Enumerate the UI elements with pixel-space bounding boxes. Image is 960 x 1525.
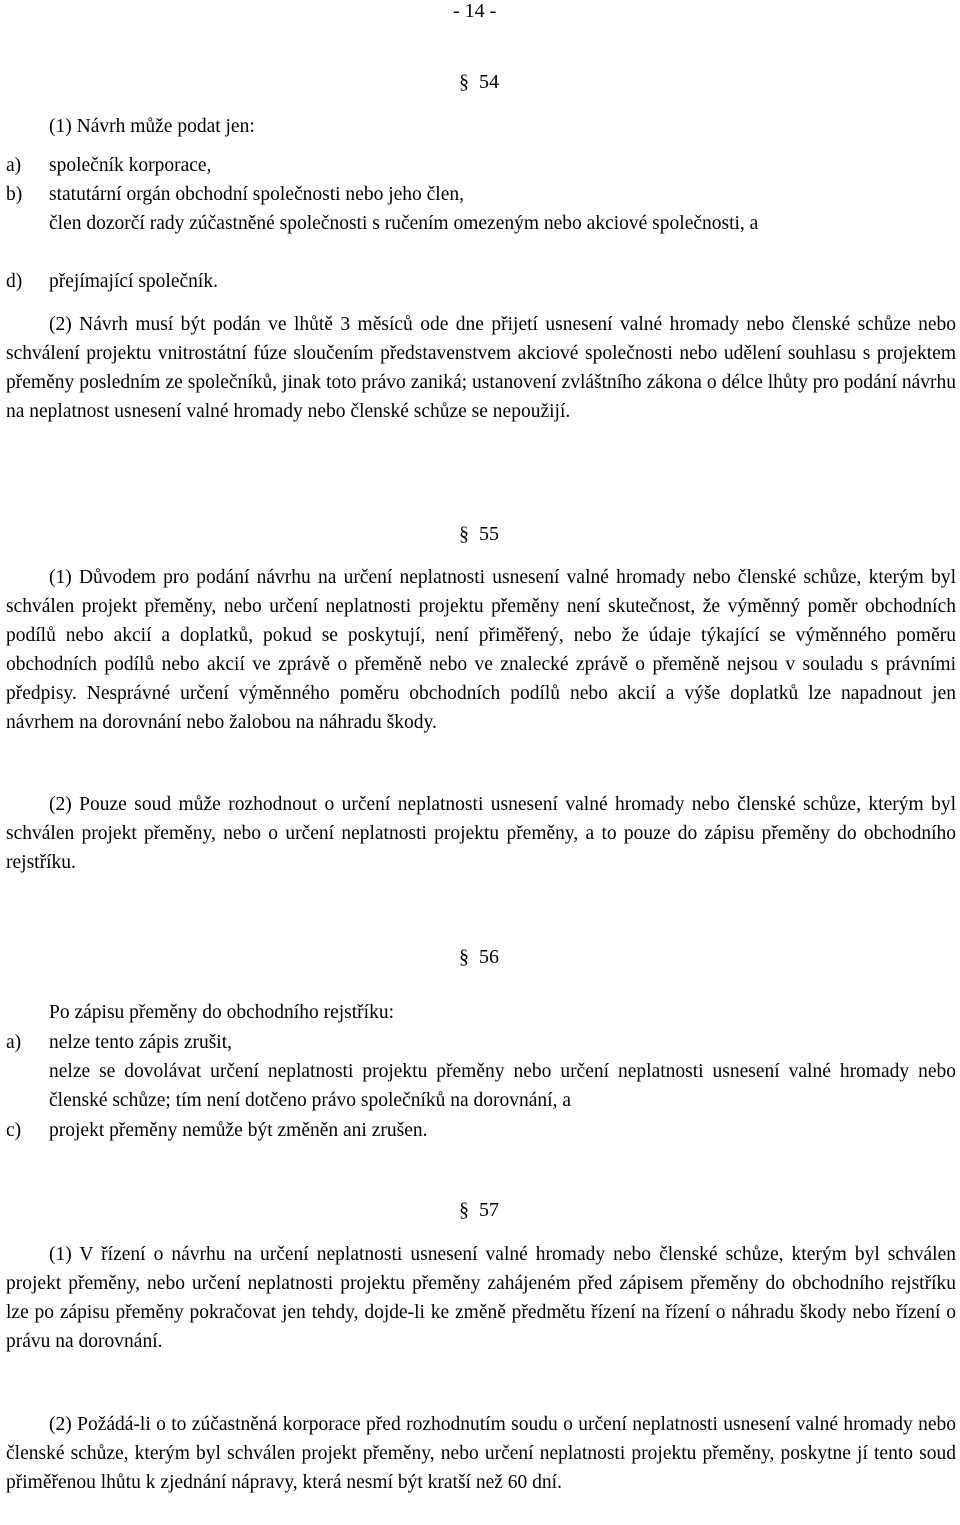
item-label: a): [6, 155, 22, 176]
s55-paragraph-1: [6, 563, 956, 737]
item-label: [6, 209, 49, 238]
paragraph-text: (2) Pouze soud může rozhodnout o určení neplatnosti usnesení valné hromady nebo členské schůze, kterým byl schválen projekt přeměny, nebo o určení neplatnosti projektu přeměny, a to pouze do zápisu přeměny do obchodního rejstříku.: [6, 794, 956, 873]
s55-paragraph-2: [6, 790, 956, 877]
s57-paragraph-1: [6, 1240, 956, 1356]
s54-item-d: [6, 267, 218, 296]
item-text: člen dozorčí rady zúčastněné společnosti s ručením omezeným nebo akciové společnosti, a: [49, 213, 759, 234]
item-text: nelze se dovolávat určení neplatnosti projektu přeměny nebo určení neplatnosti usnesení valné hromady nebo členské schůze; tím není dotčeno právo společníků na dorovnání, a: [49, 1061, 956, 1111]
s56-item-c: [6, 1116, 427, 1145]
section-symbol: §: [459, 523, 469, 545]
item-text: statutární orgán obchodní společnosti nebo jeho člen,: [49, 184, 465, 205]
paragraph-text: (1) V řízení o návrhu na určení neplatnosti usnesení valné hromady nebo členské schůze, kterým byl schválen projekt přeměny, nebo určení neplatnosti projektu přeměny zahájeném před zápisem přeměny do obchodního rejstříku lze po zápisu přeměny pokračovat jen tehdy, dojde-li ke změně předmětu řízení na řízení o náhradu škody nebo řízení o právu na dorovnání.: [6, 1244, 956, 1352]
item-text: projekt přeměny nemůže být změněn ani zrušen.: [49, 1120, 428, 1141]
item-label: [6, 1057, 49, 1086]
section-number: 57: [479, 1199, 499, 1221]
s57-paragraph-2: [6, 1410, 956, 1497]
s54-item-c: [6, 209, 956, 238]
s54-paragraph-2: [6, 310, 956, 426]
section-symbol: §: [459, 1199, 469, 1221]
s54-item-a: [6, 151, 211, 180]
paragraph-text: (2) Návrh musí být podán ve lhůtě 3 měsíců ode dne přijetí usnesení valné hromady nebo členské schůze nebo schválení projektu vnitrostátní fúze sloučením představenstvem akciové společnosti nebo udělení souhlasu s projektem přeměny posledním ze společníků, jinak toto právo zaniká; ustanovení zvláštního zákona o délce lhůty pro podání návrhu na neplatnost usnesení valné hromady nebo členské schůze se nepoužijí.: [6, 314, 956, 422]
section-symbol: §: [459, 71, 469, 93]
s56-item-b: [6, 1057, 956, 1115]
paragraph-text: (1) Důvodem pro podání návrhu na určení neplatnosti usnesení valné hromady nebo členské schůze, kterým byl schválen projekt přeměny, nebo určení neplatnosti projektu přeměny není skutečnost, že výměnný poměr obchodních podílů nebo akcií a doplatků, pokud se poskytují, není přiměřený, nebo že údaje týkající se výměnného poměru obchodních podílů nebo akcií ve zprávě o přeměně nebo ve znalecké zprávě o přeměně nejsou v souladu s právními předpisy. Nesprávné určení výměnného poměru obchodních podílů nebo akcií a výše doplatků lze napadnout jen návrhem na dorovnání nebo žalobou na náhradu škody.: [6, 567, 956, 733]
item-text: nelze tento zápis zrušit,: [49, 1032, 233, 1053]
section-number: 54: [479, 71, 499, 93]
item-label: b): [6, 184, 23, 205]
section-heading-56: [459, 946, 499, 969]
item-label: c): [6, 1120, 22, 1141]
s56-intro: Po zápisu přeměny do obchodního rejstříku:: [49, 1002, 394, 1023]
s54-p1-intro: (1) Návrh může podat jen:: [49, 116, 255, 137]
item-text: společník korporace,: [49, 155, 212, 176]
item-label: d): [6, 271, 23, 292]
section-heading-54: [459, 71, 499, 94]
section-number: 55: [479, 523, 499, 545]
section-symbol: §: [459, 946, 469, 968]
section-heading-57: [459, 1199, 499, 1222]
page-number: - 14 -: [453, 0, 497, 22]
paragraph-text: (2) Požádá-li o to zúčastněná korporace před rozhodnutím soudu o určení neplatnosti usnesení valné hromady nebo členské schůze, kterým byl schválen projekt přeměny, nebo určení neplatnosti projektu přeměny, poskytne jí tento soud přiměřenou lhůtu k zjednání nápravy, která nesmí být kratší než 60 dní.: [6, 1414, 956, 1493]
item-text: přejímající společník.: [49, 271, 218, 292]
section-heading-55: [459, 523, 499, 546]
s56-item-a: [6, 1028, 232, 1057]
item-label: a): [6, 1032, 22, 1053]
s54-item-b: [6, 180, 464, 209]
section-number: 56: [479, 946, 499, 968]
